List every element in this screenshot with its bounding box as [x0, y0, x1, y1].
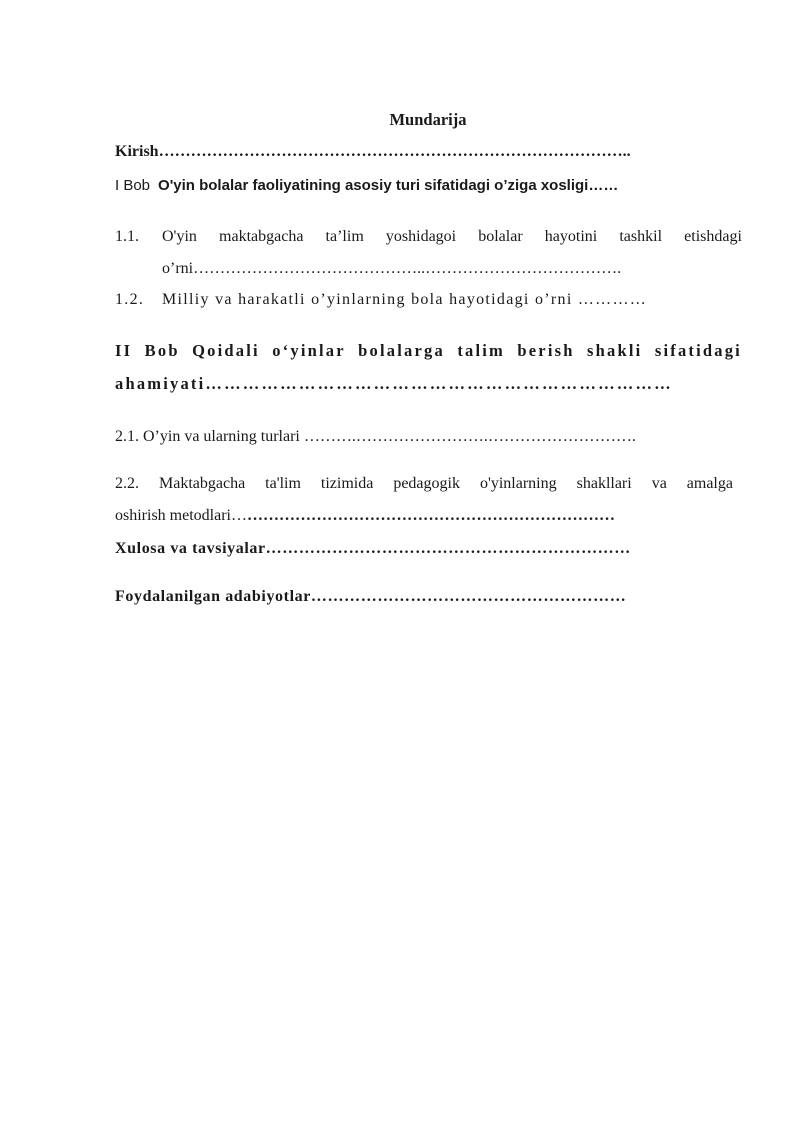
toc-entry-xulosa: Xulosa va tavsiyalar…………………………………………………………	[115, 540, 631, 557]
word: va	[651, 475, 667, 492]
s12-number: 1.2.	[115, 291, 145, 308]
word: berish	[517, 341, 575, 360]
word: pedagogik	[393, 475, 460, 492]
toc-entry-2-2-line2	[115, 506, 615, 526]
toc-entry-kirish: Kirish……………………………………………………………………………..	[115, 143, 631, 160]
word: Bob	[144, 341, 180, 360]
word: talim	[457, 341, 505, 360]
word: 2.2.	[115, 475, 139, 492]
bob1-label: I Bob	[115, 177, 151, 194]
toc-entry-bob2-line2: ahamiyati…………………………………………………………………	[115, 374, 673, 393]
word: O'yin	[162, 228, 197, 245]
toc-entry-foydalanilgan: Foydalanilgan adabiyotlar…………………………………………………	[115, 588, 627, 605]
toc-entry-1-2: Milliy va harakatli o’yinlarning bola hayotidagi o’rni …………	[162, 291, 648, 308]
word: amalga	[686, 475, 733, 492]
toc-entry-2-2-line1	[115, 474, 733, 494]
word: Qoidali	[192, 341, 260, 360]
word: bolalarga	[358, 341, 445, 360]
toc-entry-bob2-line1	[115, 341, 742, 361]
s11-number: 1.1.	[115, 228, 139, 245]
word: II	[115, 341, 133, 360]
word: hayotini	[544, 228, 598, 245]
word: Maktabgacha	[158, 475, 246, 492]
toc-entry-1-1-line1	[162, 227, 742, 247]
word: tashkil	[619, 228, 663, 245]
s22-line2-dots: ……………………………………………………………	[246, 507, 615, 524]
word: o'yinlarning	[479, 475, 557, 492]
word: shakli	[587, 341, 643, 360]
word: ta'lim	[265, 475, 301, 492]
word: yoshidagoi	[385, 228, 457, 245]
word: ta’lim	[325, 228, 364, 245]
word: o‘yinlar	[272, 341, 346, 360]
toc-entry-bob1	[115, 176, 618, 196]
word: maktabgacha	[219, 228, 304, 245]
s22-line2-text: oshirish metodlari…	[115, 507, 247, 524]
word: etishdagi	[684, 228, 742, 245]
toc-entry-1-1-line2: o’rni……………………………………..……………………………….	[162, 260, 622, 277]
toc-title: Mundarija	[389, 110, 467, 129]
word: bolalar	[478, 228, 523, 245]
word: tizimida	[320, 475, 374, 492]
bob1-title: O'yin bolalar faoliyatining asosiy turi sifatidagi o’ziga xosligi……	[158, 177, 619, 194]
word: sifatidagi	[654, 341, 742, 360]
word: shakllari	[576, 475, 632, 492]
toc-entry-2-1: 2.1. O’yin va ularning turlari ……….…………………….……………………….	[115, 428, 636, 445]
